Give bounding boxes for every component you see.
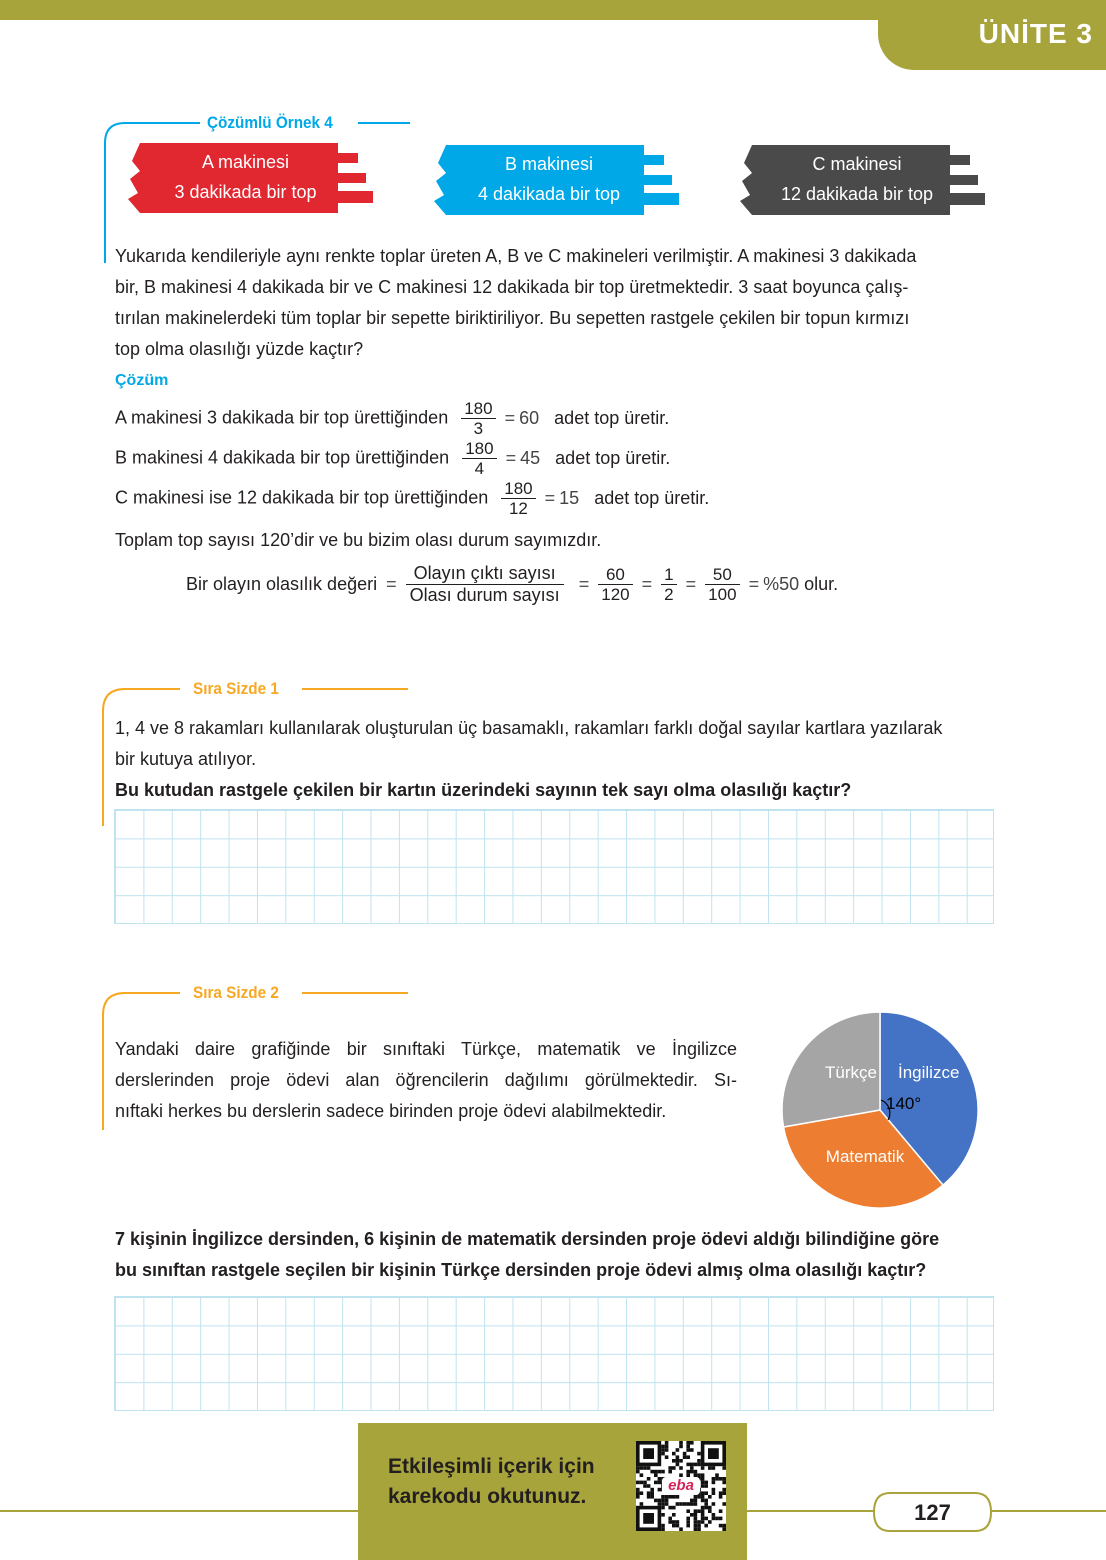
solution-step-c: C makinesi ise 12 dakikada bir top ürettiğinden $\frac{180}{12}$ = 15 adet top üretir. [115,479,710,518]
exercise2-text [115,1034,737,1127]
step-denominator: 12 [508,499,528,518]
pie-chart [770,1002,990,1217]
formula-label: Bir olayın olasılık değeri [186,574,378,594]
formula-frac-num: 60 [598,565,632,585]
footer-line-left [0,1510,360,1512]
formula-frac-den: 100 [708,585,737,604]
step-denominator: 4 [474,459,485,478]
step-text: A makinesi 3 dakikada bir top ürettiğinden [115,407,449,428]
machine-a-badge [128,141,378,226]
exercise2-title: Sıra Sizde 2 [193,983,279,1002]
exercise1-line: 1, 4 ve 8 rakamları kullanılarak oluşturulan üç basamaklı, rakamları farklı doğal sayılar kartlara yazılarak [115,718,943,738]
machine-c-badge [740,143,990,228]
pie-label-1: İngilizce [898,1063,960,1082]
formula-frac-num: 50 [705,565,739,585]
step-text: B makinesi 4 dakikada bir top ürettiğinden [115,447,450,468]
problem-line: Yukarıda kendileriyle aynı renkte toplar üreten A, B ve C makineleri verilmiştir. A makinesi 3 dakikada [115,246,917,266]
pie-angle-label: 140° [886,1094,922,1113]
exercise1-answer-grid[interactable] [114,809,994,924]
exercise2-question-line: bu sınıftan rastgele seçilen bir kişinin Türkçe dersinden proje ödevi almış olma olasılığı kaçtır? [115,1260,927,1280]
machine-c-label: C makinesi [812,154,902,174]
step-text: C makinesi ise 12 dakikada bir top ürettiğinden [115,487,489,508]
qr-text-line: Etkileşimli içerik için [388,1455,595,1478]
formula-result: %50 [763,574,800,594]
exercise2-line: derslerinden proje ödevi alan öğrencilerin dağılımı görülmektedir. Sı- [115,1070,737,1090]
machine-b-rate: 4 dakikada bir top [477,184,621,204]
problem-line: top olma olasılığı yüzde kaçtır? [115,339,364,359]
step-numerator: 180 [461,399,495,419]
step-suffix: adet top üretir. [594,488,710,508]
pie-label-2: Matematik [825,1147,905,1166]
formula-frac-den: 2 [664,585,674,604]
formula-denominator: Olası durum sayısı [409,585,560,605]
step-suffix: adet top üretir. [555,448,671,468]
formula-numerator: Olayın çıktı sayısı [406,563,564,585]
formula-frac-num: 1 [661,565,676,585]
solution-label: Çözüm [115,372,169,389]
solution-step-b: B makinesi 4 dakikada bir top ürettiğinden $\frac{180}{4}$ = 45 adet top üretir. [115,439,671,478]
pie-label-3: Türkçe [825,1063,877,1082]
solution-step-a: A makinesi 3 dakikada bir top ürettiğinden $\frac{180}{3}$ = 60 adet top üretir. [115,399,670,438]
qr-info-text [388,1452,595,1512]
step-suffix: adet top üretir. [554,408,670,428]
formula-frac-den: 120 [601,585,630,604]
exercise2-answer-grid[interactable] [114,1296,994,1411]
page-number: 127 [914,1500,951,1525]
formula-suffix: olur. [804,574,839,594]
machine-b-badge [434,143,684,228]
problem-line: tırılan makinelerdeki tüm toplar bir sepette biriktiriliyor. Bu sepetten rastgele çekilen bir topun kırmızı [115,308,910,328]
exercise1-text [115,713,1000,806]
step-result: 15 [559,488,580,508]
unit-title: ÜNİTE 3 [978,18,1093,49]
exercise2-line: nıftaki herkes bu derslerin sadece birinden proje ödevi alabilmektedir. [115,1101,667,1121]
exercise1-line: bir kutuya atılıyor. [115,749,257,769]
total-text: Toplam top sayısı 120’dir ve bu bizim olası durum sayımızdır. [115,530,602,550]
machine-b-label: B makinesi [504,154,594,174]
exercise1-question: Bu kutudan rastgele çekilen bir kartın üzerindeki sayının tek sayı olma olasılığı kaçtır? [115,780,852,800]
example-title: Çözümlü Örnek 4 [207,113,333,132]
machine-a-rate: 3 dakikada bir top [174,182,317,202]
example-problem [115,241,1000,365]
qr-code[interactable] [636,1441,726,1531]
step-result: 60 [519,408,540,428]
step-numerator: 180 [501,479,535,499]
step-numerator: 180 [462,439,496,459]
qr-text-line: karekodu okutunuz. [388,1485,587,1508]
probability-formula: Bir olayın olasılık değeri = $\frac{\text{Olayın çıktı sayısı}}{\text{Olası durum sayısı}}$ = $\frac{60}{120}$ = $\frac{1}{2}$ = $\frac{50}{100}$ = %50 olur. [186,563,839,605]
eba-logo: eba [662,1477,700,1495]
machine-a-label: A makinesi [201,152,290,172]
step-result: 45 [520,448,541,468]
exercise2-question [115,1224,1000,1286]
machine-c-rate: 12 dakikada bir top [780,184,934,204]
step-denominator: 3 [473,419,484,438]
exercise2-question-line: 7 kişinin İngilizce dersinden, 6 kişinin de matematik dersinden proje ödevi aldığı bilindiğine göre [115,1229,940,1249]
exercise2-line: Yandaki daire grafiğinde bir sınıftaki Türkçe, matematik ve İngilizce [115,1039,737,1059]
problem-line: bir, B makinesi 4 dakikada bir ve C makinesi 12 dakikada bir top üretmektedir. 3 saat boyunca çalış- [115,277,909,297]
exercise1-title: Sıra Sizde 1 [193,679,279,698]
